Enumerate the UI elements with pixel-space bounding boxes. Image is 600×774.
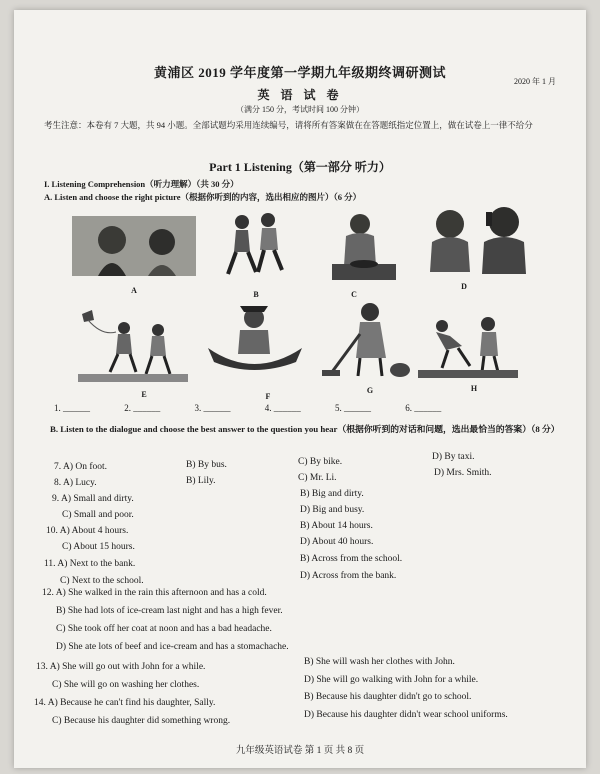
answer-blanks (54, 403, 473, 413)
picture-e-illustration (72, 306, 192, 386)
picture-h-illustration (412, 306, 522, 382)
q11-option-c: C) Next to the school. (60, 576, 144, 586)
exam-date: 2020 年 1 月 (514, 77, 556, 86)
q14-option-a: 14. A) Because he can't find his daughter, Sally. (34, 698, 216, 708)
picture-label-e: E (141, 390, 147, 399)
section-a: A. Listen and choose the right picture（根据你听到的内容，选出相应的图片）（6 分） (44, 192, 362, 202)
picture-c-illustration (324, 208, 404, 288)
q13-option-c: C) She will go on washing her clothes. (52, 680, 200, 690)
blank-1: 1. ______ (54, 403, 90, 413)
q12-option-a: 12. A) She walked in the rain this afternoon and has a cold. (42, 588, 267, 598)
q10-option-c: C) About 15 hours. (62, 542, 135, 552)
q14-option-c: C) Because his daughter did something wrong. (52, 716, 231, 726)
picture-label-c: C (351, 290, 357, 299)
exam-title: 黄浦区 2019 学年度第一学期九年级期终调研测试 (153, 65, 446, 80)
picture-label-d: D (461, 282, 467, 291)
q7-option-d: D) By taxi. (432, 452, 475, 462)
page-footer: 九年级英语试卷 第 1 页 共 8 页 (235, 746, 365, 756)
part-title: Part 1 Listening（第一部分 听力） (209, 160, 391, 174)
q11-option-d: D) Across from the bank. (300, 571, 397, 581)
q12-option-b: B) She had lots of ice-cream last night and has a high fever. (56, 606, 283, 616)
picture-label-h: H (470, 384, 478, 393)
blank-6: 6. ______ (405, 403, 442, 413)
blank-2: 2. ______ (124, 403, 161, 413)
q9-option-a: 9. A) Small and dirty. (52, 494, 134, 504)
picture-a-illustration (64, 210, 204, 280)
blank-4: 4. ______ (264, 403, 301, 413)
picture-label-a: A (131, 286, 137, 295)
section-b: B. Listen to the dialogue and choose the best answer to the question you hear（根据你听到的对话和问题，选出最恰当的答案）（8 分） (50, 424, 560, 434)
q8-option-c: C) Mr. Li. (298, 473, 337, 483)
q9-option-c: C) Small and poor. (62, 510, 134, 520)
exam-sheet (14, 10, 586, 768)
q10-option-b: B) About 14 hours. (300, 521, 373, 531)
exam-subtitle: 英 语 试 卷 (257, 88, 343, 102)
q14-option-b: B) Because his daughter didn't go to school. (304, 692, 472, 702)
picture-d-illustration (422, 202, 532, 278)
picture-b-illustration (210, 208, 300, 286)
q8-option-a: 8. A) Lucy. (54, 478, 97, 488)
q7-option-a: 7. A) On foot. (54, 462, 108, 472)
q8-option-d: D) Mrs. Smith. (434, 468, 492, 478)
score-info: （满分 150 分，考试时间 100 分钟） (236, 105, 364, 114)
picture-label-f: F (265, 392, 271, 401)
q13-option-b: B) She will wash her clothes with John. (304, 657, 455, 667)
blank-5: 5. ______ (335, 403, 371, 413)
q9-option-b: B) Big and dirty. (300, 489, 364, 499)
q11-option-a: 11. A) Next to the bank. (44, 559, 136, 569)
q10-option-d: D) About 40 hours. (300, 537, 374, 547)
picture-label-b: B (253, 290, 259, 299)
q14-option-d: D) Because his daughter didn't wear school uniforms. (304, 710, 508, 720)
exam-notice: 考生注意：本卷有 7 大题，共 94 小题。全部试题均采用连续编号，请将所有答案做在在答题纸指定位置上，做在试卷上一律不给分 (44, 120, 533, 130)
section-listening: I. Listening Comprehension（听力理解）（共 30 分） (44, 179, 239, 189)
q10-option-a: 10. A) About 4 hours. (46, 526, 129, 536)
q12-option-d: D) She ate lots of beef and ice-cream and has a stomachache. (56, 642, 289, 652)
q11-option-b: B) Across from the school. (300, 554, 403, 564)
picture-g-illustration (314, 298, 414, 382)
blank-3: 3. ______ (194, 403, 231, 413)
q7-option-c: C) By bike. (298, 457, 343, 467)
q13-option-d: D) She will go walking with John for a while. (304, 675, 479, 685)
q12-option-c: C) She took off her coat at noon and has a bad headache. (56, 624, 272, 634)
q9-option-d: D) Big and busy. (300, 505, 365, 515)
picture-label-g: G (366, 386, 374, 395)
picture-f-illustration (200, 300, 310, 380)
q7-option-b: B) By bus. (186, 460, 227, 470)
q8-option-b: B) Lily. (186, 476, 216, 486)
q13-option-a: 13. A) She will go out with John for a while. (36, 662, 206, 672)
